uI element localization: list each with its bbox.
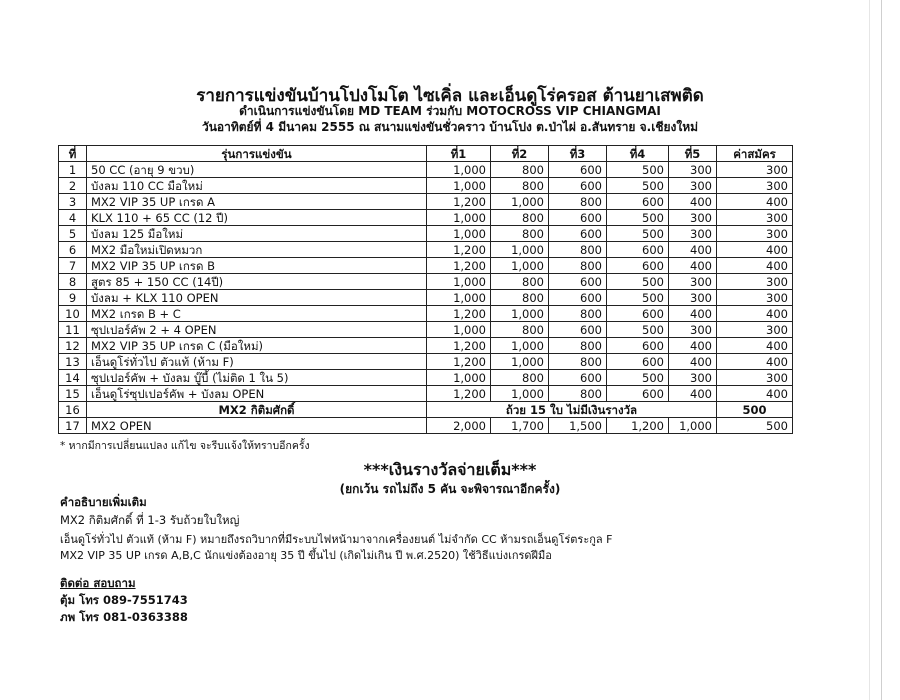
row-prize-2: 800: [491, 226, 549, 242]
row-no: 6: [59, 242, 87, 258]
row-prize-4: 500: [607, 322, 669, 338]
header-prize-5: ที่5: [669, 146, 717, 162]
row-prize-4: 600: [607, 354, 669, 370]
row-class: MX2 VIP 35 UP เกรด B: [87, 258, 427, 274]
row-class: เอ็นดูโร่ซุปเปอร์คัพ + บังลม OPEN: [87, 386, 427, 402]
row-prize-1: 1,200: [427, 386, 491, 402]
table-row: [59, 322, 793, 338]
row-no: 12: [59, 338, 87, 354]
row-prize-1: 2,000: [427, 418, 491, 434]
row-prize-3: 800: [549, 242, 607, 258]
table-row: [59, 290, 793, 306]
row-no: 2: [59, 178, 87, 194]
row-prize-1: 1,000: [427, 322, 491, 338]
row-prize-4: 500: [607, 370, 669, 386]
row-prize-2: 1,000: [491, 242, 549, 258]
table-row: [59, 306, 793, 322]
table-row: [59, 162, 793, 178]
details-line: MX2 กิติมศักดิ์ ที่ 1-3 รับถ้วยใบใหญ่: [60, 513, 240, 527]
row-prize-1: 1,000: [427, 290, 491, 306]
row-prize-2: 1,000: [491, 306, 549, 322]
row-prize-2: 1,000: [491, 194, 549, 210]
row-prize-3: 800: [549, 306, 607, 322]
table-row: [59, 210, 793, 226]
row-prize-1: 1,000: [427, 178, 491, 194]
table-row: [59, 258, 793, 274]
details-line: เอ็นดูโร่ทั่วไป ตัวแท้ (ห้าม F) หมายถึงรถวิบากที่มีระบบไฟหน้ามาจากเครื่องยนต์ ไม่จำกัด CC ห้ามรถเอ็นดูโร่ตระกูล F: [60, 533, 613, 546]
row-prize-4: 500: [607, 178, 669, 194]
table-row: [59, 194, 793, 210]
row-prize-3: 600: [549, 210, 607, 226]
row-prize-1: 1,000: [427, 162, 491, 178]
row-prize-2: 800: [491, 322, 549, 338]
row-prize-1: 1,200: [427, 242, 491, 258]
row-class: ซุปเปอร์คัพ + บังลม บู๊บี้ (ไม่ติด 1 ใน 5): [87, 370, 427, 386]
row-fee: 300: [717, 274, 793, 290]
row-no: 10: [59, 306, 87, 322]
row-fee: 400: [717, 354, 793, 370]
row-prize-1: 1,200: [427, 258, 491, 274]
row-class: MX2 OPEN: [87, 418, 427, 434]
row-no: 13: [59, 354, 87, 370]
contact-heading: ติดต่อ สอบถาม: [60, 576, 136, 590]
row-prize-5: 400: [669, 386, 717, 402]
details-line: MX2 VIP 35 UP เกรด A,B,C นักแข่งต้องอายุ 35 ปี ขึ้นไป (เกิดไม่เกิน ปี พ.ศ.2520) ใช้วิธีแบ่งเกรดฝีมือ: [60, 549, 552, 562]
table-row: [59, 338, 793, 354]
row-prize-5: 300: [669, 162, 717, 178]
row-prize-3: 600: [549, 178, 607, 194]
row-prize-1: 1,200: [427, 354, 491, 370]
row-prize-3: 800: [549, 386, 607, 402]
row-prize-2: 800: [491, 290, 549, 306]
row-prize-5: 300: [669, 210, 717, 226]
row-prize-4: 600: [607, 386, 669, 402]
row-prize-2: 1,700: [491, 418, 549, 434]
header-class: รุ่นการแข่งขัน: [87, 146, 427, 162]
row-class: KLX 110 + 65 CC (12 ปี): [87, 210, 427, 226]
table-row: [59, 418, 793, 434]
row-class: MX2 VIP 35 UP เกรด C (มือใหม่): [87, 338, 427, 354]
row-prize-5: 300: [669, 370, 717, 386]
row-prize-2: 800: [491, 162, 549, 178]
row-prize-1: 1,000: [427, 226, 491, 242]
row-prize-3: 1,500: [549, 418, 607, 434]
row-prize-2: 800: [491, 274, 549, 290]
header-prize-4: ที่4: [607, 146, 669, 162]
row-prize-1: 1,200: [427, 194, 491, 210]
row-prize-2: 1,000: [491, 338, 549, 354]
award-condition: (ยกเว้น รถไม่ถึง 5 คัน จะพิจารณาอีกครั้ง): [339, 482, 561, 496]
row-no: 11: [59, 322, 87, 338]
row-fee: 300: [717, 178, 793, 194]
row-prize-4: 600: [607, 258, 669, 274]
row-no: 8: [59, 274, 87, 290]
table-header-row: [59, 146, 793, 162]
row-fee: 400: [717, 258, 793, 274]
row-no: 4: [59, 210, 87, 226]
row-prize-4: 500: [607, 290, 669, 306]
row-prize-3: 600: [549, 370, 607, 386]
row-prize-4: 600: [607, 242, 669, 258]
row-fee: 400: [717, 306, 793, 322]
row-no: 17: [59, 418, 87, 434]
table-row: [59, 354, 793, 370]
row-class: เอ็นดูโร่ทั่วไป ตัวแท้ (ห้าม F): [87, 354, 427, 370]
row-prize-3: 800: [549, 194, 607, 210]
row-fee: 300: [717, 290, 793, 306]
row-class: MX2 มือใหม่เปิดหมวก: [87, 242, 427, 258]
row-prize-4: 500: [607, 226, 669, 242]
row-prize-2: 1,000: [491, 386, 549, 402]
row-fee: 300: [717, 162, 793, 178]
row-prize-5: 400: [669, 194, 717, 210]
row-prize-3: 600: [549, 322, 607, 338]
row-prize-1: 1,000: [427, 210, 491, 226]
row-fee: 500: [717, 418, 793, 434]
change-note: * หากมีการเปลี่ยนแปลง แก้ไข จะรีบแจ้งให้ทราบอีกครั้ง: [60, 440, 310, 452]
row-prize-5: 400: [669, 338, 717, 354]
row-prize-1: 1,000: [427, 370, 491, 386]
award-title: ***เงินรางวัลจ่ายเต็ม***: [363, 460, 537, 479]
organizer-line: ดำเนินการแข่งขันโดย MD TEAM ร่วมกับ MOTOCROSS VIP CHIANGMAI: [239, 104, 661, 118]
row-prize-5: 1,000: [669, 418, 717, 434]
row-prize-4: 600: [607, 306, 669, 322]
contact-phone-2: ภพ โทร 081-0363388: [60, 610, 188, 624]
row-prize-4: 600: [607, 194, 669, 210]
row-prize-5: 400: [669, 258, 717, 274]
row-no: 16: [59, 402, 87, 418]
row-class: บังลม 125 มือใหม่: [87, 226, 427, 242]
row-class: บังลม 110 CC มือใหม่: [87, 178, 427, 194]
row-prize-5: 400: [669, 354, 717, 370]
table-row: [59, 370, 793, 386]
row-prize-2: 800: [491, 370, 549, 386]
row-prize-3: 800: [549, 354, 607, 370]
row-prize-5: 300: [669, 226, 717, 242]
row-class: บังลม + KLX 110 OPEN: [87, 290, 427, 306]
row-prize-3: 600: [549, 226, 607, 242]
row-prize-5: 300: [669, 274, 717, 290]
row-prize-1: 1,000: [427, 274, 491, 290]
header-prize-1: ที่1: [427, 146, 491, 162]
row-prize-2: 800: [491, 178, 549, 194]
row-prize-3: 800: [549, 338, 607, 354]
row-prize-3: 600: [549, 290, 607, 306]
row-prize-1: 1,200: [427, 338, 491, 354]
row-prize-2: 1,000: [491, 258, 549, 274]
table-row: [59, 386, 793, 402]
table-row: [59, 178, 793, 194]
row-prize-2: 800: [491, 210, 549, 226]
row-class: ซุปเปอร์คัพ 2 + 4 OPEN: [87, 322, 427, 338]
row-class: MX2 เกรด B + C: [87, 306, 427, 322]
table-row: [59, 242, 793, 258]
row-fee: 400: [717, 338, 793, 354]
row-no: 9: [59, 290, 87, 306]
header-no: ที่: [59, 146, 87, 162]
contact-phone-1: ตุ้ม โทร 089-7551743: [60, 593, 188, 607]
row-class: MX2 กิติมศักดิ์: [87, 402, 427, 418]
row-prize-4: 1,200: [607, 418, 669, 434]
row-fee: 300: [717, 322, 793, 338]
row-no: 15: [59, 386, 87, 402]
date-venue-line: วันอาทิตย์ที่ 4 มีนาคม 2555 ณ สนามแข่งขันชั่วคราว บ้านโปง ต.ป่าไผ่ อ.สันทราย จ.เชียงใหม่: [201, 120, 699, 134]
row-no: 14: [59, 370, 87, 386]
header-fee: ค่าสมัคร: [717, 146, 793, 162]
row-prize-4: 500: [607, 274, 669, 290]
table-row: [59, 402, 793, 418]
row-class: สูตร 85 + 150 CC (14ปี): [87, 274, 427, 290]
row-prize-trophy: ถ้วย 15 ใบ ไม่มีเงินรางวัล: [427, 402, 717, 418]
row-fee: 400: [717, 242, 793, 258]
row-prize-1: 1,200: [427, 306, 491, 322]
row-fee: 400: [717, 194, 793, 210]
race-schedule-table: [58, 145, 793, 434]
document-title: รายการแข่งขันบ้านโปงโมโต ไซเคิ่ล และเอ็นดูโร่ครอส ต้านยาเสพติด: [196, 86, 704, 106]
row-prize-4: 500: [607, 210, 669, 226]
row-prize-5: 300: [669, 322, 717, 338]
row-fee: 400: [717, 386, 793, 402]
row-fee: 300: [717, 370, 793, 386]
row-fee: 300: [717, 210, 793, 226]
details-heading: คำอธิบายเพิ่มเติม: [60, 495, 147, 509]
row-fee: 500: [717, 402, 793, 418]
row-prize-3: 600: [549, 274, 607, 290]
row-prize-5: 300: [669, 178, 717, 194]
row-class: 50 CC (อายุ 9 ขวบ): [87, 162, 427, 178]
row-prize-3: 800: [549, 258, 607, 274]
row-class: MX2 VIP 35 UP เกรด A: [87, 194, 427, 210]
header-prize-3: ที่3: [549, 146, 607, 162]
row-prize-5: 400: [669, 242, 717, 258]
row-prize-5: 400: [669, 306, 717, 322]
row-fee: 300: [717, 226, 793, 242]
row-prize-5: 300: [669, 290, 717, 306]
row-prize-4: 600: [607, 338, 669, 354]
row-no: 7: [59, 258, 87, 274]
row-no: 3: [59, 194, 87, 210]
table-row: [59, 226, 793, 242]
row-prize-3: 600: [549, 162, 607, 178]
row-prize-2: 1,000: [491, 354, 549, 370]
header-prize-2: ที่2: [491, 146, 549, 162]
table-row: [59, 274, 793, 290]
row-prize-4: 500: [607, 162, 669, 178]
row-no: 5: [59, 226, 87, 242]
row-no: 1: [59, 162, 87, 178]
